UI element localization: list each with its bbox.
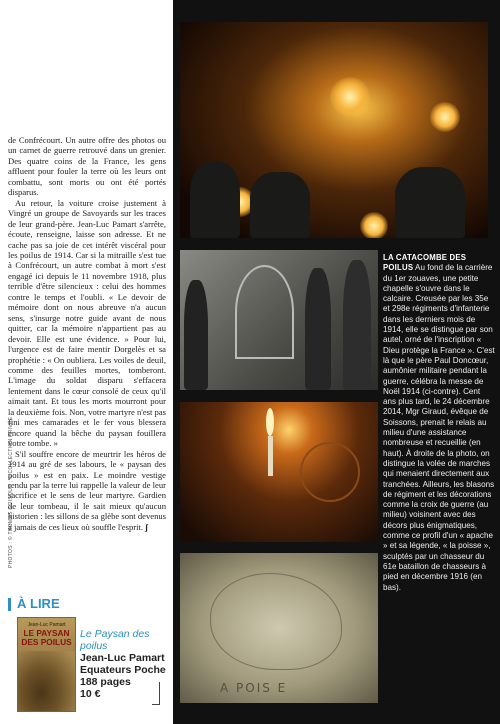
book-cover-title: LE PAYSAN DES POILUS: [21, 628, 72, 647]
crowd-silhouette: [250, 172, 310, 238]
book-author: Jean-Luc Pamart: [80, 652, 165, 664]
candle-light: [430, 102, 460, 132]
photo-carved-insignia: [180, 402, 378, 542]
candle-flame: [266, 408, 274, 436]
section-accent-bar: [8, 598, 11, 611]
candle-light: [360, 212, 388, 238]
book-publisher: Equateurs Poche: [80, 664, 166, 676]
article-paragraph: de Confrécourt. Un autre offre des photos ou un carnet de guerre retrouvé dans un grenier. Des quatre coins de la France, les gens affluent pour fouler la terre où les leurs ont combattu, sont morts ou ont été portés disparus.: [8, 135, 166, 198]
photo-credit: PHOTOS : © THOMAS GOISQUE ; © COLLECTION PRIVÉE: [8, 416, 14, 568]
crowd-silhouette: [190, 162, 240, 238]
crowd-silhouette: [395, 167, 465, 238]
book-price: 10 €: [80, 688, 101, 700]
carved-emblem: [300, 442, 360, 502]
article-body: [8, 135, 166, 532]
soldier-silhouette: [305, 268, 331, 390]
book-cover-image: [18, 651, 75, 711]
book-title: Le Paysan des poilus: [80, 628, 150, 652]
candle: [268, 436, 273, 476]
photo-soldiers-chapel-1914: [180, 250, 378, 390]
article-column: [0, 0, 173, 724]
book-cover: [17, 617, 76, 712]
carving-inscription: A POIS E: [220, 681, 288, 695]
caption-text: Au fond de la carrière du 1er zouaves, une petite chapelle s'ouvre dans le calcaire. Creusée par les 35e et 298e régiments d'infanterie dans les derniers mois de 1914, elle se distingue par son autel, orné de l'inscription « Dieu protège la France ». C'est là que le père Paul Doncœur, aumônier militaire pendant la guerre, célébra la messe de Noël 1914 (ci-contre). Cent ans plus tard, le 24 décembre 2014, Mgr Giraud, évêque de Soissons, prenait le relais au milieu d'une assistance nombreuse et recueillie (en haut). À droite de la photo, on distingue la volée de marches qui menaient directement aux tranchées. Ailleurs, les blasons de régiment et les décorations comme la croix de guerre (au milieu) voisinent avec des décors plus énigmatiques, comme ce profil d'un « apache » et sa légende, « la poisse », sculptés par un chasseur du 61e bataillon de chasseurs à pied en décembre 1916 (en bas).: [383, 263, 495, 592]
photo-apache-carving: [180, 553, 378, 703]
article-paragraph: [8, 449, 166, 533]
book-pages: 188 pages: [80, 676, 131, 688]
book-cover-author: Jean-Luc Pamart: [27, 622, 66, 628]
altar-niche: [235, 265, 294, 359]
decorative-bracket: [152, 682, 160, 705]
soldier-silhouette: [184, 280, 208, 390]
sidebar-heading: À LIRE: [17, 596, 60, 611]
article-paragraph-text: S'il souffre encore de meurtrir les héros de 1914 au gré de ses labours, le « paysan des poilus » est en paix. Le moindre vestige rendu par la terre lui rappelle la valeur de leur sacrifice et le sens de leur martyre. Gardien de leur tombeau, il le sait mieux qu'aucun historien : les sillons de sa glèbe sont devenus à jamais de ces lieux où souffle l'esprit.: [8, 448, 167, 532]
candle-light: [330, 77, 370, 117]
end-mark: ʃ: [145, 521, 148, 532]
photo-caption: [383, 253, 495, 593]
article-paragraph: Au retour, la voiture croise justement à Vingré un groupe de Savoyards sur les traces de leur grand-père. Jean-Luc Pamart s'arrête, écoute, renseigne, laisse son adresse. Et ne cache pas sa joie de cet intérêt viscéral pour les poilus de 1914. Car si la mitraille s'est tue à Confrécourt, un autre combat à mort s'est engagé ici depuis le 11 novembre 1918, plus terrible d'être silencieux : celui des hommes contre le temps et l'oubli. « Le devoir de mémoire dont on nous abreuve n'a aucun sens, s'insurge notre guide avant de nous quitter, car la mémoire n'appartient pas au devoir. Elle est une évidence. » Pour lui, l'urgence est de faire mentir Dorgelès et sa prophétie : « On oubliera. Les voiles de deuil, comme des feuilles mortes, tomberont. L'image du soldat disparu s'effacera lentement dans le cœur consolé de ceux qu'il aimait tant. Et tous les morts mourront pour la deuxième fois. Non, votre martyre n'est pas fini mes camarades et le fer vous blessera encore quand la bêche du paysan fouillera votre tombe. »: [8, 197, 166, 449]
caption-title: LA CATACOMBE DES POILUS: [383, 253, 467, 273]
carved-profile: [210, 573, 342, 670]
soldier-silhouette: [343, 260, 371, 390]
photo-chapel-mass: [180, 22, 488, 238]
